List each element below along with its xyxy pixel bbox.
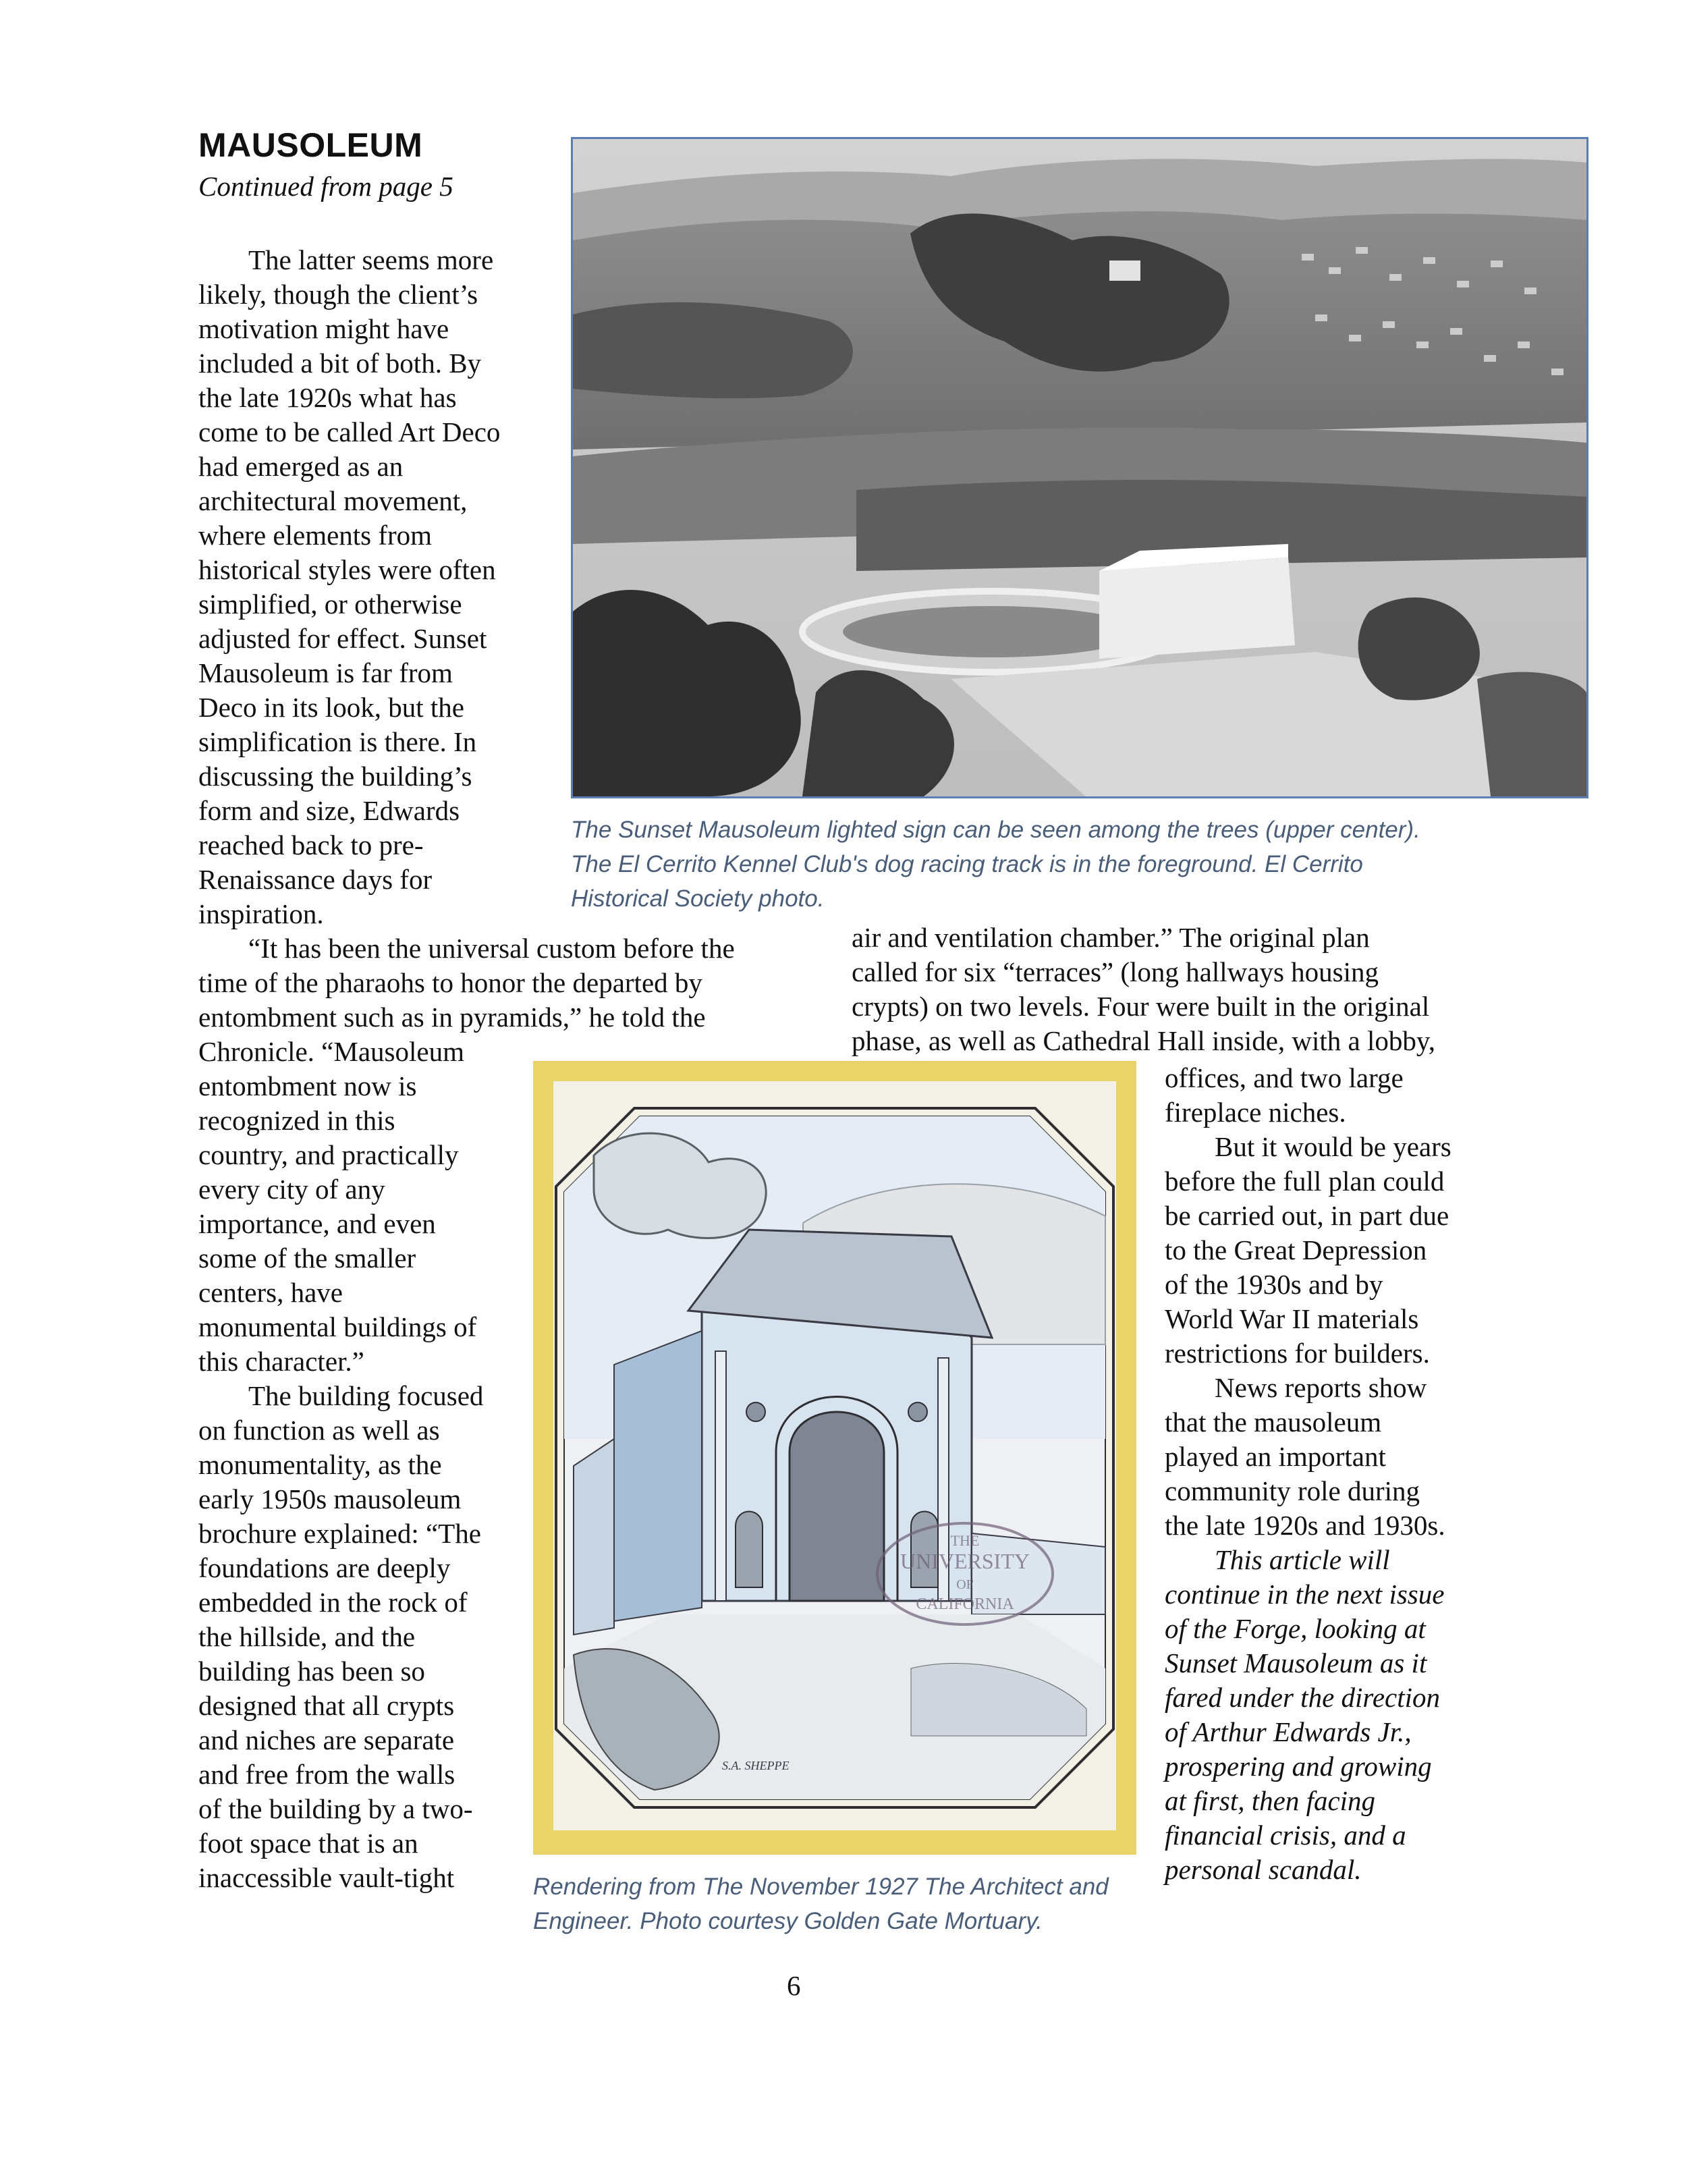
text-line: every city of any xyxy=(198,1174,385,1205)
text-line: Renaissance days for xyxy=(198,864,433,895)
text-line: Chronicle. “Mausoleum xyxy=(198,1036,464,1067)
text-line: This article will xyxy=(1215,1544,1390,1575)
artist-signature: S.A. SHEPPE xyxy=(722,1759,790,1772)
text-line: Sunset Mausoleum as it xyxy=(1165,1647,1427,1678)
text-line: the late 1920s and 1930s. xyxy=(1165,1510,1445,1541)
text-line: motivation might have xyxy=(198,313,449,344)
text-line: prospering and growing xyxy=(1165,1751,1432,1782)
text-line: News reports show xyxy=(1215,1372,1427,1403)
text-line: “It has been the universal custom before the xyxy=(248,933,735,964)
text-line: historical styles were often xyxy=(198,554,496,585)
article-heading: MAUSOLEUM xyxy=(198,126,423,164)
text-line: financial crisis, and a xyxy=(1165,1820,1406,1851)
text-line: come to be called Art Deco xyxy=(198,416,501,447)
text-line: at first, then facing xyxy=(1165,1785,1376,1816)
text-line: community role during xyxy=(1165,1475,1420,1506)
text-line: foot space that is an xyxy=(198,1828,418,1859)
text-line: importance, and even xyxy=(198,1208,436,1239)
text-line: monumentality, as the xyxy=(198,1449,442,1480)
text-line: entombment such as in pyramids,” he told the xyxy=(198,1002,706,1033)
text-line: building has been so xyxy=(198,1656,425,1687)
text-line: architectural movement, xyxy=(198,485,468,516)
text-line: of Arthur Edwards Jr., xyxy=(1165,1716,1412,1747)
stamp-text: CALIFORNIA xyxy=(916,1595,1014,1613)
text-line: air and ventilation chamber.” The original plan xyxy=(852,922,1370,953)
text-line: early 1950s mausoleum xyxy=(198,1483,462,1514)
text-line: and free from the walls xyxy=(198,1759,455,1790)
text-line: some of the smaller xyxy=(198,1243,416,1274)
text-line: and niches are separate xyxy=(198,1724,455,1755)
text-line: had emerged as an xyxy=(198,451,404,482)
text-line: simplification is there. In xyxy=(198,726,477,757)
sunset-sign xyxy=(1109,261,1140,281)
text-line: likely, though the client’s xyxy=(198,279,478,310)
caption-line: Engineer. Photo courtesy Golden Gate Mortuary. xyxy=(533,1908,1043,1934)
text-line: phase, as well as Cathedral Hall inside, with a lobby, xyxy=(852,1025,1435,1056)
caption-line: Historical Society photo. xyxy=(571,885,825,912)
text-line: called for six “terraces” (long hallways housing xyxy=(852,956,1379,987)
text-line: World War II materials xyxy=(1165,1303,1419,1334)
text-line: crypts) on two levels. Four were built in the original xyxy=(852,991,1430,1022)
text-line: recognized in this xyxy=(198,1105,395,1136)
text-line: entombment now is xyxy=(198,1070,417,1101)
text-line: foundations are deeply xyxy=(198,1552,451,1583)
text-line: embedded in the rock of xyxy=(198,1587,468,1618)
text-line: restrictions for builders. xyxy=(1165,1338,1430,1369)
text-line: Deco in its look, but the xyxy=(198,692,465,723)
text-line: country, and practically xyxy=(198,1139,459,1170)
text-line: the late 1920s what has xyxy=(198,382,457,413)
architectural-rendering xyxy=(533,1061,1136,1855)
text-line: personal scandal. xyxy=(1165,1854,1362,1885)
text-line: discussing the building’s xyxy=(198,761,472,792)
text-line: that the mausoleum xyxy=(1165,1407,1382,1438)
text-line: continue in the next issue xyxy=(1165,1579,1445,1610)
text-line: But it would be years xyxy=(1215,1131,1451,1162)
text-line: be carried out, in part due xyxy=(1165,1200,1449,1231)
page-number: 6 xyxy=(787,1970,801,2001)
text-line: offices, and two large xyxy=(1165,1062,1404,1093)
text-line: before the full plan could xyxy=(1165,1166,1445,1197)
aerial-photo xyxy=(571,137,1588,798)
text-line: played an important xyxy=(1165,1441,1386,1472)
continued-from: Continued from page 5 xyxy=(198,171,453,202)
text-line: to the Great Depression xyxy=(1165,1234,1427,1265)
text-line: inaccessible vault-tight xyxy=(198,1862,455,1893)
text-line: brochure explained: “The xyxy=(198,1518,481,1549)
text-line: fared under the direction xyxy=(1165,1682,1441,1713)
caption-line: Rendering from The November 1927 The Architect and xyxy=(533,1874,1109,1900)
text-line: simplified, or otherwise xyxy=(198,589,462,620)
text-line: monumental buildings of xyxy=(198,1311,477,1342)
caption-line: The Sunset Mausoleum lighted sign can be seen among the trees (upper center). xyxy=(571,817,1420,843)
text-line: inspiration. xyxy=(198,898,324,929)
text-line: of the building by a two- xyxy=(198,1793,473,1824)
text-line: of the Forge, looking at xyxy=(1165,1613,1426,1644)
aerial-photo-illustration xyxy=(573,139,1586,796)
text-line: time of the pharaohs to honor the departed by xyxy=(198,967,702,998)
text-line: Mausoleum is far from xyxy=(198,657,453,688)
text-line: the hillside, and the xyxy=(198,1621,416,1652)
stamp-text: UNIVERSITY xyxy=(900,1549,1030,1573)
text-line: of the 1930s and by xyxy=(1165,1269,1383,1300)
text-line: The latter seems more xyxy=(248,244,494,275)
text-line: form and size, Edwards xyxy=(198,795,460,826)
text-line: included a bit of both. By xyxy=(198,348,482,379)
text-line: on function as well as xyxy=(198,1415,440,1446)
stamp-text: OF xyxy=(956,1577,974,1592)
grandstand xyxy=(1099,557,1295,659)
text-line: The building focused xyxy=(248,1380,484,1411)
text-line: centers, have xyxy=(198,1277,343,1308)
text-line: designed that all crypts xyxy=(198,1690,455,1721)
text-line: this character.” xyxy=(198,1346,364,1377)
text-line: fireplace niches. xyxy=(1165,1097,1346,1128)
text-line: reached back to pre- xyxy=(198,829,424,861)
stamp-text: THE xyxy=(950,1532,980,1549)
rendering-illustration xyxy=(533,1061,1136,1855)
caption-line: The El Cerrito Kennel Club's dog racing track is in the foreground. El Cerrito xyxy=(571,851,1363,877)
text-line: adjusted for effect. Sunset xyxy=(198,623,487,654)
text-line: where elements from xyxy=(198,520,433,551)
